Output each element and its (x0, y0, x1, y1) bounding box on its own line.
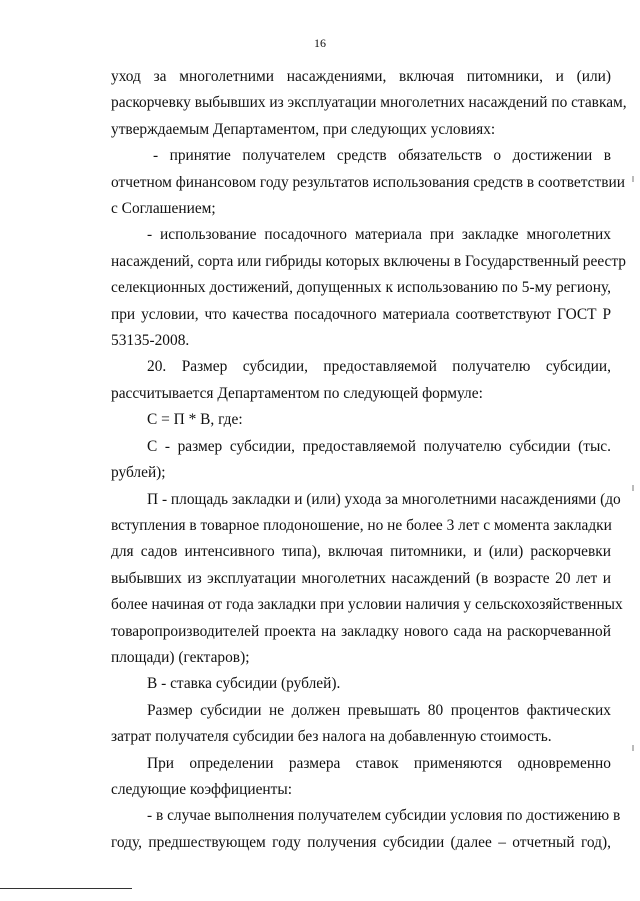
text-line: с Соглашением; (111, 200, 216, 218)
text-line: 53135-2008. (111, 332, 190, 350)
text-line: селекционных достижений, допущенных к использованию по 5-му региону, (111, 279, 611, 297)
text-line: уход за многолетними насаждениями, включая питомники, и (или) (111, 68, 611, 85)
footnote-separator (0, 888, 132, 889)
text-line: П - площадь закладки и (или) ухода за многолетними насаждениями (до (147, 490, 621, 508)
text-line: для садов интенсивного типа), включая питомники, и (или) раскорчевки (111, 543, 611, 561)
text-line: - принятие получателем средств обязательств о достижении в (153, 147, 611, 165)
text-line: товаропроизводителей проекта на закладку нового сада на раскорчеванной (111, 622, 611, 640)
text-line: утверждаемым Департаментом, при следующих условиях: (111, 120, 496, 138)
page-number: 16 (314, 36, 326, 50)
text-line: более начиная от года закладки при условии наличия у сельскохозяйственных (111, 596, 623, 614)
text-line: С - размер субсидии, предоставляемой получателю субсидии (тыс. (147, 437, 611, 455)
paragraph-condition-obligation (111, 143, 625, 222)
text-line: В - ставка субсидии (рублей). (147, 675, 341, 693)
paragraph-definition-c (111, 434, 611, 487)
paragraph-formula (111, 407, 611, 433)
text-line: рассчитывается Департаментом по следующей формуле: (111, 384, 483, 402)
paragraph-definition-v (111, 671, 611, 697)
text-line: - в случае выполнения получателем субсидии условия по достижению в (147, 807, 621, 825)
formula-line: С = П * В, где: (147, 411, 243, 429)
text-line: следующие коэффициенты: (111, 780, 292, 798)
text-line: отчетном финансовом году результатов использования средств в соответствии (111, 173, 625, 191)
text-line: 20. Размер субсидии, предоставляемой получателю субсидии, (147, 358, 611, 376)
text-line: затрат получателя субсидии без налога на добавленную стоимость. (111, 728, 552, 746)
scan-speck (632, 485, 634, 491)
text-line: раскорчевку выбывших из эксплуатации многолетних насаждений по ставкам, (111, 94, 627, 112)
text-line: Размер субсидии не должен превышать 80 процентов фактических (147, 701, 611, 719)
text-line: При определении размера ставок применяются одновременно (147, 754, 611, 772)
text-line: при условии, что качества посадочного материала соответствуют ГОСТ Р (111, 305, 611, 323)
paragraph-condition-planting-material (111, 222, 626, 354)
text-line: рублей); (111, 464, 166, 482)
scan-speck (632, 745, 634, 751)
paragraph-20-subsidy-size (111, 354, 611, 407)
paragraph-coefficient-condition (111, 803, 621, 856)
paragraph-definition-p (111, 487, 623, 672)
text-line: выбывших из эксплуатации многолетних насаждений (в возрасте 20 лет и (111, 569, 611, 587)
document-body (111, 64, 627, 856)
scan-speck (632, 176, 634, 182)
text-line: - использование посадочного материала при закладке многолетних (147, 226, 611, 244)
text-line: году, предшествующем году получения субсидии (далее – отчетный год), (111, 833, 611, 851)
paragraph-subsidy-limit (111, 698, 611, 751)
text-line: вступления в товарное плодоношение, но не более 3 лет с момента закладки (111, 516, 612, 534)
text-line: площади) (гектаров); (111, 648, 250, 666)
paragraph-coefficients (111, 751, 611, 804)
text-line: насаждений, сорта или гибриды которых включены в Государственный реестр (111, 252, 626, 270)
paragraph-intro-continuation (111, 64, 627, 143)
